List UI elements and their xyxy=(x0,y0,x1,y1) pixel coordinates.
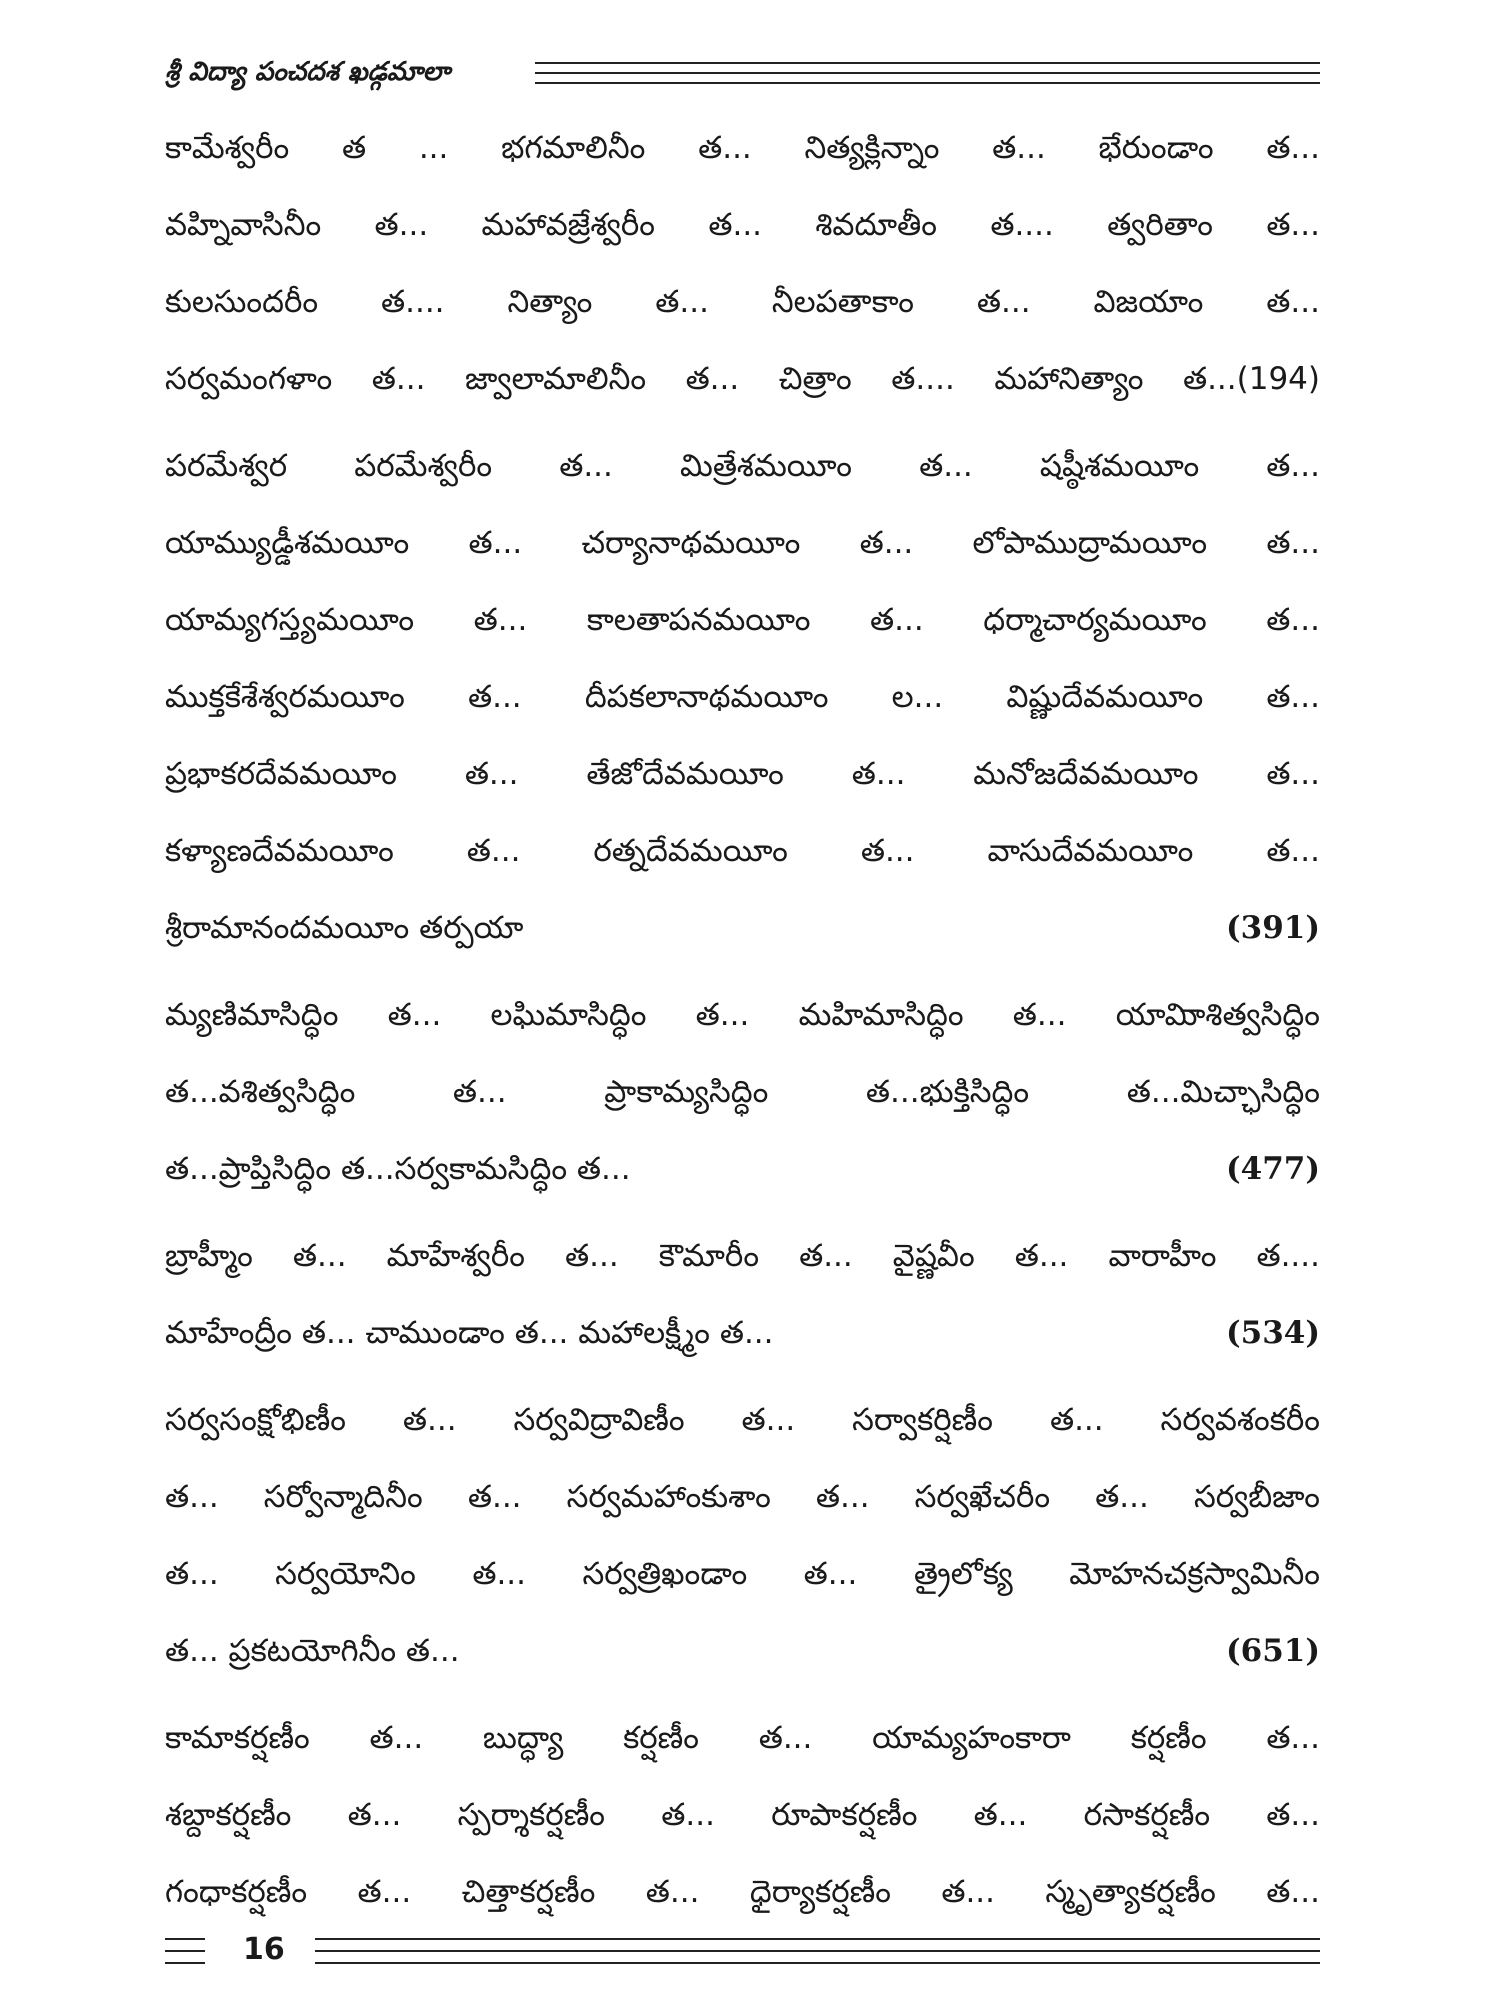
verse-count: (391) xyxy=(1225,910,1320,946)
line-text: మాహేంద్రీం త... చాముండాం త... మహాలక్ష్మీం త... xyxy=(165,1315,774,1351)
line-text: త...ప్రాప్తిసిద్ధిం త...సర్వకామసిద్ధిం త... xyxy=(165,1151,631,1187)
text-line: త... సర్వయోనిం త... సర్వత్రిఖండాం త... త్రైలోక్య మోహనచక్రస్వామినీం xyxy=(165,1556,1320,1592)
text-line: సర్వమంగళాం త... జ్వాలామాలినీం త... చిత్రాం త.... మహానిత్యాం త...(194) xyxy=(165,361,1320,397)
page-footer xyxy=(165,1930,1320,1970)
text-line: సర్వసంక్షోభిణీం త... సర్వవిద్రావిణీం త... సర్వాకర్షిణీం త... సర్వవశంకరీం xyxy=(165,1402,1320,1438)
text-line xyxy=(165,890,1320,967)
text-line: కులసుందరీం త.... నిత్యాం త... నీలపతాకాం త... విజయాం త... xyxy=(165,284,1320,320)
text-line: శబ్దాకర్షణీం త... స్పర్శాకర్షణీం త... రూపాకర్షణీం త... రసాకర్షణీం త... xyxy=(165,1797,1320,1833)
text-line: వహ్నివాసినీం త... మహావజ్రేశ్వరీం త... శివదూతీం త.... త్వరితాం త... xyxy=(165,207,1320,243)
verse-count: (477) xyxy=(1225,1151,1320,1187)
text-line: పరమేశ్వర పరమేశ్వరీం త... మిత్రేశమయీం త... షష్ఠీశమయీం త... xyxy=(165,448,1320,484)
line-text: త... ప్రకటయోగినీం త... xyxy=(165,1633,460,1669)
header-rule xyxy=(535,62,1320,84)
text-line: యామ్యగస్త్యమయీం త... కాలతాపనమయీం త... ధర్మాచార్యమయీం త... xyxy=(165,602,1320,638)
text-line: ముక్తకేశేశ్వరమయీం త... దీపకలానాథమయీం ల... విష్ణుదేవమయీం త... xyxy=(165,679,1320,715)
footer-rule-right xyxy=(315,1938,1320,1964)
page-body xyxy=(165,110,1320,1931)
text-line: కళ్యాణదేవమయీం త... రత్నదేవమయీం త... వాసుదేవమయీం త... xyxy=(165,833,1320,869)
text-line: కామాకర్షణీం త... బుద్ధ్యా కర్షణీం త... యామ్యహంకారా కర్షణీం త... xyxy=(165,1720,1320,1756)
header-title: శ్రీ విద్యా పంచదశ ఖడ్గమాలా xyxy=(165,57,450,87)
text-line: గంధాకర్షణీం త... చిత్తాకర్షణీం త... ధైర్యాకర్షణీం త... స్మృత్యాకర్షణీం త... xyxy=(165,1874,1320,1910)
text-line: బ్రాహ్మీం త... మాహేశ్వరీం త... కౌమారీం త... వైష్ణవీం త... వారాహీం త.... xyxy=(165,1238,1320,1274)
text-line xyxy=(165,1295,1320,1372)
text-line xyxy=(165,1613,1320,1690)
line-text: శ్రీరామానందమయీం తర్పయా xyxy=(165,910,524,946)
footer-rule-left xyxy=(165,1938,205,1964)
text-line: త...వశిత్వసిద్ధిం త... ప్రాకామ్యసిద్ధిం త...భుక్తిసిద్ధిం త...మిచ్ఛాసిద్ధిం xyxy=(165,1074,1320,1110)
page-number: 16 xyxy=(243,1932,285,1967)
verse-count: (651) xyxy=(1225,1633,1320,1669)
text-line: యామ్యుడ్డీశమయీం త... చర్యానాథమయీం త... లోపాముద్రామయీం త... xyxy=(165,525,1320,561)
text-line: ప్రభాకరదేవమయీం త... తేజోదేవమయీం త... మనోజదేవమయీం త... xyxy=(165,756,1320,792)
text-line: కామేశ్వరీం త ... భగమాలినీం త... నిత్యక్లిన్నాం త... భేరుండాం త... xyxy=(165,130,1320,166)
running-header xyxy=(165,52,1320,92)
verse-count: (534) xyxy=(1225,1315,1320,1351)
text-line xyxy=(165,1131,1320,1208)
text-line: త... సర్వోన్మాదినీం త... సర్వమహాంకుశాం త... సర్వఖేచరీం త... సర్వబీజాం xyxy=(165,1479,1320,1515)
text-line: మ్యణిమాసిద్ధిం త... లఘిమాసిద్ధిం త... మహిమాసిద్ధిం త... యామిాశిత్వసిద్ధిం xyxy=(165,997,1320,1033)
